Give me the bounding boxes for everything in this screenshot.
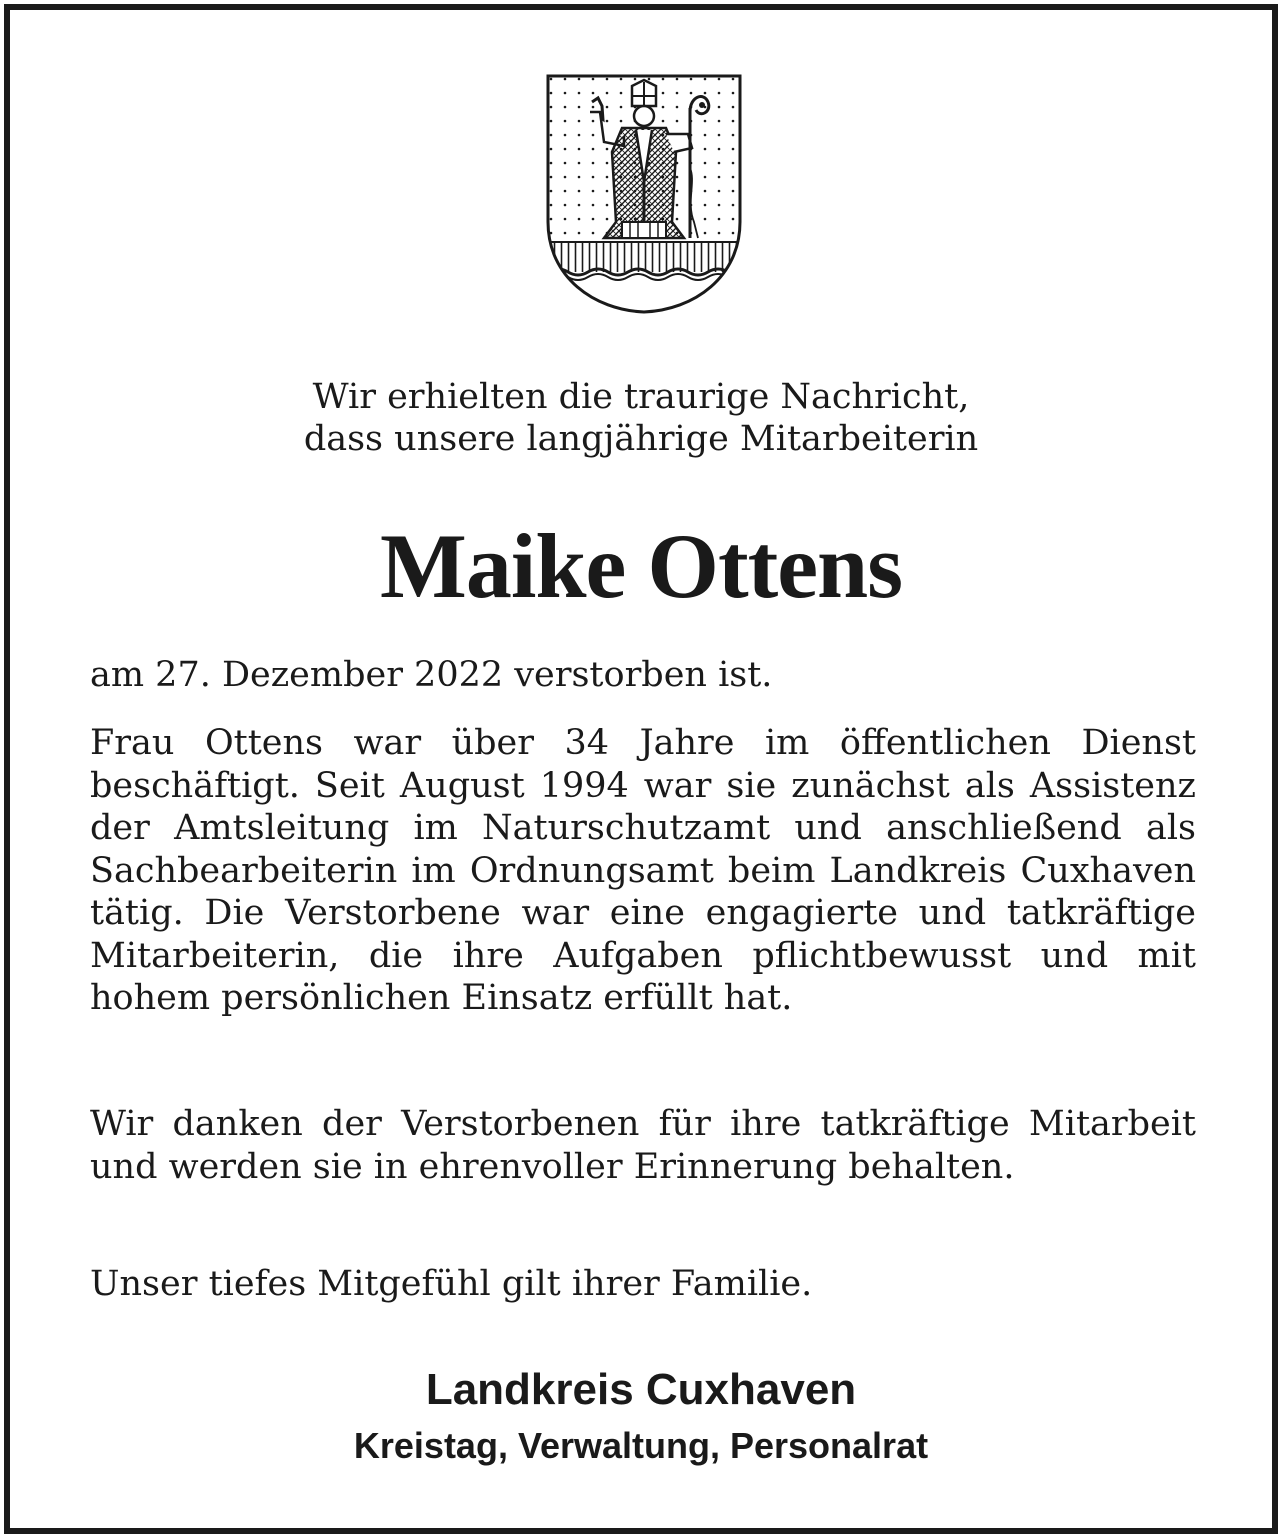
paragraph-sympathy: Unser tiefes Mitgefühl gilt ihrer Familie. bbox=[90, 1264, 813, 1304]
intro-line-1: Wir erhielten die traurige Nachricht, bbox=[312, 377, 970, 417]
obituary-notice bbox=[4, 4, 1278, 1534]
signature-organization: Landkreis Cuxhaven bbox=[425, 1365, 857, 1414]
signature-bodies: Kreistag, Verwaltung, Personalrat bbox=[353, 1425, 929, 1466]
intro-line-2: dass unsere langjährige Mitarbeiterin bbox=[303, 419, 979, 459]
paragraph-thanks: Wir danken der Verstorbenen für ihre tatkräftige Mitarbeit und werden sie in ehrenvoller Erinnerung behalten. bbox=[90, 1104, 1196, 1187]
date-line: am 27. Dezember 2022 verstorben ist. bbox=[90, 655, 773, 695]
deceased-name: Maike Ottens bbox=[379, 515, 903, 617]
coat-of-arms-icon bbox=[544, 72, 744, 316]
intro-text bbox=[10, 376, 1272, 460]
paragraph-main: Frau Ottens war über 34 Jahre im öffentlichen Dienst beschäftigt. Seit August 1994 war sie zunächst als Assistenz der Amtsleitung im Naturschutzamt und anschließend als Sachbearbeiterin im Ordnungsamt beim Landkreis Cuxhaven tätig. Die Verstorbene war eine engagierte und tatkräftige Mitarbeiterin, die ihre Aufgaben pflichtbewusst und mit hohem persönlichen Einsatz erfüllt hat. bbox=[90, 723, 1196, 1018]
